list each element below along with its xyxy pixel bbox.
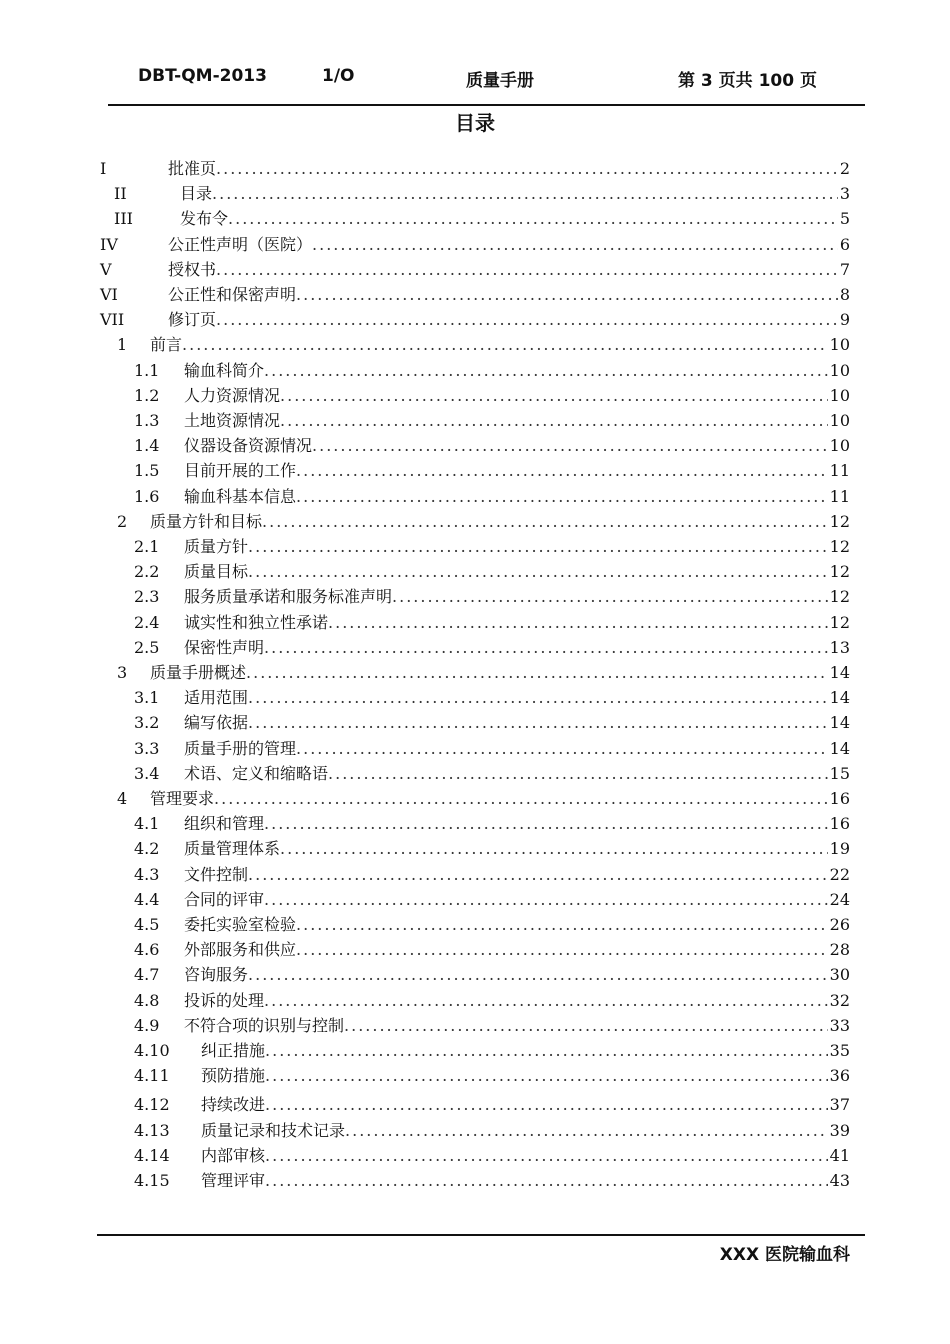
toc-entry[interactable] bbox=[134, 685, 850, 707]
toc-entry-page: 41 bbox=[829, 1145, 850, 1165]
toc-dot-leader bbox=[182, 335, 828, 354]
toc-entry-title: 外部服务和供应 bbox=[184, 940, 297, 960]
toc-entry[interactable] bbox=[134, 1168, 850, 1190]
toc-entry-title: 前言 bbox=[150, 335, 183, 355]
toc-entry-page: 14 bbox=[829, 688, 850, 708]
toc-entry-page: 28 bbox=[829, 940, 850, 960]
toc-dot-leader bbox=[296, 940, 828, 959]
toc-entry[interactable] bbox=[100, 232, 850, 254]
toc-dot-leader bbox=[248, 965, 828, 984]
toc-entry[interactable] bbox=[134, 988, 850, 1010]
toc-entry[interactable] bbox=[134, 836, 850, 858]
toc-entry[interactable] bbox=[134, 912, 850, 934]
toc-entry[interactable] bbox=[114, 181, 850, 203]
toc-entry-title: 授权书 bbox=[168, 259, 217, 279]
toc-entry-page: 12 bbox=[829, 537, 850, 556]
toc-dot-leader bbox=[296, 461, 828, 480]
toc-entry-number: VII bbox=[100, 310, 125, 330]
toc-entry-page: 22 bbox=[829, 864, 850, 884]
toc-entry-page: 26 bbox=[829, 915, 850, 934]
toc-entry-title: 服务质量承诺和服务标准声明 bbox=[184, 587, 393, 607]
toc-entry-page: 10 bbox=[829, 436, 850, 456]
toc-dot-leader bbox=[265, 1171, 828, 1190]
toc-entry[interactable] bbox=[134, 1063, 850, 1085]
toc-entry[interactable] bbox=[134, 887, 850, 909]
toc-entry-number: 1.2 bbox=[134, 385, 160, 405]
toc-entry-title: 目录 bbox=[180, 184, 213, 204]
toc-dot-leader bbox=[280, 386, 828, 405]
toc-entry-page: 14 bbox=[829, 738, 850, 758]
toc-entry[interactable] bbox=[134, 862, 850, 884]
toc-entry-title: 诚实性和独立性承诺 bbox=[184, 612, 329, 632]
revision-number: 1/O bbox=[322, 66, 355, 86]
toc-dot-leader bbox=[264, 638, 828, 657]
toc-dot-leader bbox=[264, 890, 828, 909]
toc-dot-leader bbox=[248, 865, 828, 884]
toc-entry[interactable] bbox=[134, 559, 850, 581]
document-title: 质量手册 bbox=[466, 71, 534, 91]
document-code: DBT-QM-2013 bbox=[138, 66, 267, 86]
toc-dot-leader bbox=[312, 235, 838, 254]
toc-entry-page: 24 bbox=[829, 889, 850, 909]
toc-entry[interactable] bbox=[117, 509, 850, 531]
toc-entry-title: 管理要求 bbox=[150, 789, 215, 808]
toc-entry-number: 4.6 bbox=[134, 940, 160, 960]
toc-entry-page: 16 bbox=[829, 789, 850, 808]
toc-dot-leader bbox=[392, 587, 828, 606]
toc-entry-page: 19 bbox=[829, 839, 850, 859]
toc-entry[interactable] bbox=[117, 332, 850, 354]
toc-entry-number: 4.13 bbox=[134, 1120, 170, 1140]
toc-entry-number: 4.2 bbox=[134, 839, 160, 859]
toc-entry-page: 5 bbox=[839, 209, 850, 229]
toc-dot-leader bbox=[248, 688, 828, 707]
toc-entry-number: I bbox=[100, 159, 107, 178]
toc-entry-page: 14 bbox=[829, 663, 850, 682]
toc-entry-number: 2.2 bbox=[134, 562, 160, 582]
footer-divider bbox=[97, 1234, 865, 1236]
toc-entry[interactable] bbox=[134, 358, 850, 380]
toc-entry-page: 14 bbox=[829, 713, 850, 733]
toc-entry[interactable] bbox=[100, 156, 850, 178]
toc-entry-number: 3.2 bbox=[134, 713, 160, 733]
toc-dot-leader bbox=[265, 1041, 828, 1060]
page-header bbox=[0, 66, 950, 96]
toc-entry-page: 35 bbox=[829, 1041, 850, 1060]
toc-entry-number: 4 bbox=[117, 789, 128, 808]
toc-dot-leader bbox=[280, 839, 828, 858]
toc-dot-leader bbox=[264, 814, 828, 833]
toc-entry-page: 37 bbox=[829, 1095, 850, 1115]
toc-entry-title: 质量管理体系 bbox=[184, 839, 281, 859]
toc-entry[interactable] bbox=[134, 458, 850, 480]
toc-heading: 目录 bbox=[455, 111, 495, 135]
toc-entry[interactable] bbox=[117, 660, 850, 682]
header-divider bbox=[108, 104, 865, 106]
toc-entry-number: II bbox=[114, 184, 127, 204]
toc-entry-title: 目前开展的工作 bbox=[184, 461, 297, 481]
toc-entry-title: 不符合项的识别与控制 bbox=[184, 1015, 345, 1035]
toc-entry-title: 输血科基本信息 bbox=[184, 486, 297, 506]
toc-entry[interactable] bbox=[117, 786, 850, 808]
toc-entry[interactable] bbox=[134, 1013, 850, 1035]
toc-dot-leader bbox=[248, 537, 828, 556]
toc-entry-page: 8 bbox=[839, 285, 850, 304]
toc-entry-page: 16 bbox=[829, 814, 850, 834]
toc-entry-page: 12 bbox=[829, 562, 850, 582]
toc-dot-leader bbox=[264, 361, 828, 380]
toc-dot-leader bbox=[265, 1095, 828, 1114]
toc-entry-page: 6 bbox=[839, 234, 850, 254]
toc-entry-number: IV bbox=[100, 234, 118, 254]
toc-entry[interactable] bbox=[100, 307, 850, 329]
toc-dot-leader bbox=[216, 260, 838, 279]
toc-entry[interactable] bbox=[134, 534, 850, 556]
toc-entry[interactable] bbox=[134, 761, 850, 783]
toc-entry[interactable] bbox=[134, 484, 850, 506]
toc-entry-number: 2.5 bbox=[134, 637, 160, 657]
toc-entry-number: 4.12 bbox=[134, 1095, 170, 1115]
toc-entry-title: 内部审核 bbox=[201, 1145, 266, 1165]
toc-entry-title: 持续改进 bbox=[201, 1095, 266, 1115]
toc-entry-title: 公正性和保密声明 bbox=[168, 285, 297, 304]
toc-entry-title: 咨询服务 bbox=[184, 965, 249, 985]
toc-entry[interactable] bbox=[100, 257, 850, 279]
toc-entry-title: 文件控制 bbox=[184, 864, 249, 884]
toc-entry-number: 1.3 bbox=[134, 411, 160, 430]
toc-entry-page: 2 bbox=[839, 159, 850, 178]
toc-entry-title: 修订页 bbox=[168, 310, 217, 330]
toc-dot-leader bbox=[214, 789, 828, 808]
toc-entry-title: 人力资源情况 bbox=[184, 385, 281, 405]
toc-entry-number: 2.1 bbox=[134, 537, 160, 556]
toc-dot-leader bbox=[265, 1066, 828, 1085]
toc-entry-title: 质量手册概述 bbox=[150, 663, 247, 682]
toc-entry[interactable] bbox=[114, 206, 850, 228]
toc-dot-leader bbox=[228, 209, 838, 228]
toc-entry[interactable] bbox=[134, 1092, 850, 1114]
toc-dot-leader bbox=[212, 184, 838, 203]
toc-entry-number: III bbox=[114, 209, 133, 229]
toc-entry-number: 1.1 bbox=[134, 360, 160, 380]
toc-entry[interactable] bbox=[134, 937, 850, 959]
toc-dot-leader bbox=[328, 613, 828, 632]
toc-entry-number: 1.6 bbox=[134, 486, 160, 506]
toc-entry[interactable] bbox=[134, 710, 850, 732]
toc-entry-title: 发布令 bbox=[180, 209, 229, 229]
toc-entry-number: 2.4 bbox=[134, 612, 160, 632]
toc-entry-title: 纠正措施 bbox=[201, 1041, 266, 1060]
toc-entry-page: 11 bbox=[829, 486, 850, 506]
toc-entry-title: 管理评审 bbox=[201, 1171, 266, 1190]
toc-entry-number: 4.11 bbox=[134, 1066, 170, 1086]
toc-dot-leader bbox=[248, 713, 828, 732]
toc-entry-title: 组织和管理 bbox=[184, 814, 265, 834]
toc-entry-title: 公正性声明（医院） bbox=[168, 234, 313, 254]
toc-entry[interactable] bbox=[134, 610, 850, 632]
toc-entry-title: 编写依据 bbox=[184, 713, 249, 733]
toc-entry-number: 2.3 bbox=[134, 587, 160, 607]
toc-dot-leader bbox=[216, 159, 838, 178]
toc-entry-number: 4.4 bbox=[134, 889, 160, 909]
toc-entry[interactable] bbox=[134, 1143, 850, 1165]
toc-dot-leader bbox=[280, 411, 828, 430]
toc-entry-number: 3 bbox=[117, 663, 128, 682]
toc-entry-page: 10 bbox=[829, 385, 850, 405]
toc-entry-number: 4.9 bbox=[134, 1015, 160, 1035]
toc-entry[interactable] bbox=[134, 1118, 850, 1140]
toc-dot-leader bbox=[328, 764, 828, 783]
toc-entry-title: 投诉的处理 bbox=[184, 990, 265, 1010]
toc-entry-page: 10 bbox=[829, 411, 850, 430]
toc-entry-number: 4.5 bbox=[134, 915, 160, 934]
toc-entry-number: 4.15 bbox=[134, 1171, 170, 1190]
toc-entry-title: 质量方针 bbox=[184, 537, 249, 556]
toc-entry-number: 1.4 bbox=[134, 436, 160, 456]
toc-entry-number: 3.4 bbox=[134, 763, 160, 783]
toc-entry-title: 保密性声明 bbox=[184, 637, 265, 657]
toc-entry-title: 土地资源情况 bbox=[184, 411, 281, 430]
toc-entry[interactable] bbox=[134, 408, 850, 430]
toc-entry-page: 12 bbox=[829, 587, 850, 607]
toc-entry-number: VI bbox=[100, 285, 118, 304]
toc-entry-number: V bbox=[100, 259, 112, 279]
toc-entry-page: 32 bbox=[829, 990, 850, 1010]
toc-dot-leader bbox=[344, 1016, 828, 1035]
toc-entry[interactable] bbox=[134, 584, 850, 606]
toc-dot-leader bbox=[216, 310, 838, 329]
toc-entry-page: 11 bbox=[829, 461, 850, 481]
toc-entry-page: 43 bbox=[829, 1171, 850, 1190]
toc-dot-leader bbox=[265, 1146, 828, 1165]
toc-entry-page: 10 bbox=[829, 360, 850, 380]
toc-entry-number: 4.1 bbox=[134, 814, 160, 834]
toc-entry[interactable] bbox=[134, 1038, 850, 1060]
toc-entry-title: 质量手册的管理 bbox=[184, 738, 297, 758]
toc-entry-page: 39 bbox=[829, 1120, 850, 1140]
toc-entry-number: 4.7 bbox=[134, 965, 160, 985]
toc-entry-page: 7 bbox=[839, 259, 850, 279]
toc-entry-number: 1.5 bbox=[134, 461, 160, 481]
toc-entry-title: 质量记录和技术记录 bbox=[201, 1120, 346, 1140]
toc-entry-title: 仪器设备资源情况 bbox=[184, 436, 313, 456]
toc-entry-page: 36 bbox=[829, 1066, 850, 1086]
toc-dot-leader bbox=[296, 285, 838, 304]
toc-entry-title: 术语、定义和缩略语 bbox=[184, 763, 329, 783]
toc-dot-leader bbox=[264, 991, 828, 1010]
toc-entry-number: 3.3 bbox=[134, 738, 160, 758]
toc-entry[interactable] bbox=[134, 811, 850, 833]
toc-entry-title: 质量方针和目标 bbox=[150, 511, 263, 531]
toc-dot-leader bbox=[296, 739, 828, 758]
toc-entry-number: 4.8 bbox=[134, 990, 160, 1010]
toc-entry-page: 9 bbox=[839, 310, 850, 330]
toc-entry-number: 4.10 bbox=[134, 1041, 170, 1060]
toc-entry-page: 3 bbox=[839, 184, 850, 204]
toc-entry-page: 33 bbox=[829, 1015, 850, 1035]
toc-entry-title: 质量目标 bbox=[184, 562, 249, 582]
toc-entry-page: 15 bbox=[829, 763, 850, 783]
toc-entry-number: 4.3 bbox=[134, 864, 160, 884]
page-footer: XXX 医院输血科 bbox=[719, 1245, 850, 1265]
toc-entry-number: 1 bbox=[117, 335, 128, 355]
toc-entry-number: 4.14 bbox=[134, 1145, 170, 1165]
toc-entry-number: 3.1 bbox=[134, 688, 160, 708]
toc-entry[interactable] bbox=[134, 962, 850, 984]
toc-entry[interactable] bbox=[134, 736, 850, 758]
toc-dot-leader bbox=[296, 915, 828, 934]
toc-entry-title: 合同的评审 bbox=[184, 889, 265, 909]
toc-entry-title: 批准页 bbox=[168, 159, 217, 178]
toc-dot-leader bbox=[262, 512, 828, 531]
toc-entry-page: 30 bbox=[829, 965, 850, 985]
toc-dot-leader bbox=[296, 487, 828, 506]
toc-dot-leader bbox=[246, 663, 828, 682]
toc-entry-title: 适用范围 bbox=[184, 688, 249, 708]
toc-dot-leader bbox=[345, 1121, 828, 1140]
toc-entry-page: 10 bbox=[829, 335, 850, 355]
toc-entry-page: 13 bbox=[829, 637, 850, 657]
toc-entry-page: 12 bbox=[829, 511, 850, 531]
toc-entry[interactable] bbox=[100, 282, 850, 304]
toc-entry-title: 预防措施 bbox=[201, 1066, 266, 1086]
toc-entry[interactable] bbox=[134, 383, 850, 405]
toc-entry[interactable] bbox=[134, 635, 850, 657]
toc-entry-title: 委托实验室检验 bbox=[184, 915, 297, 934]
toc-entry-number: 2 bbox=[117, 511, 128, 531]
toc-dot-leader bbox=[248, 562, 828, 581]
page-number: 第 3 页共 100 页 bbox=[678, 71, 817, 91]
toc-entry-page: 12 bbox=[829, 612, 850, 632]
toc-dot-leader bbox=[312, 436, 828, 455]
toc-entry-title: 输血科简介 bbox=[184, 360, 265, 380]
toc-entry[interactable] bbox=[134, 433, 850, 455]
